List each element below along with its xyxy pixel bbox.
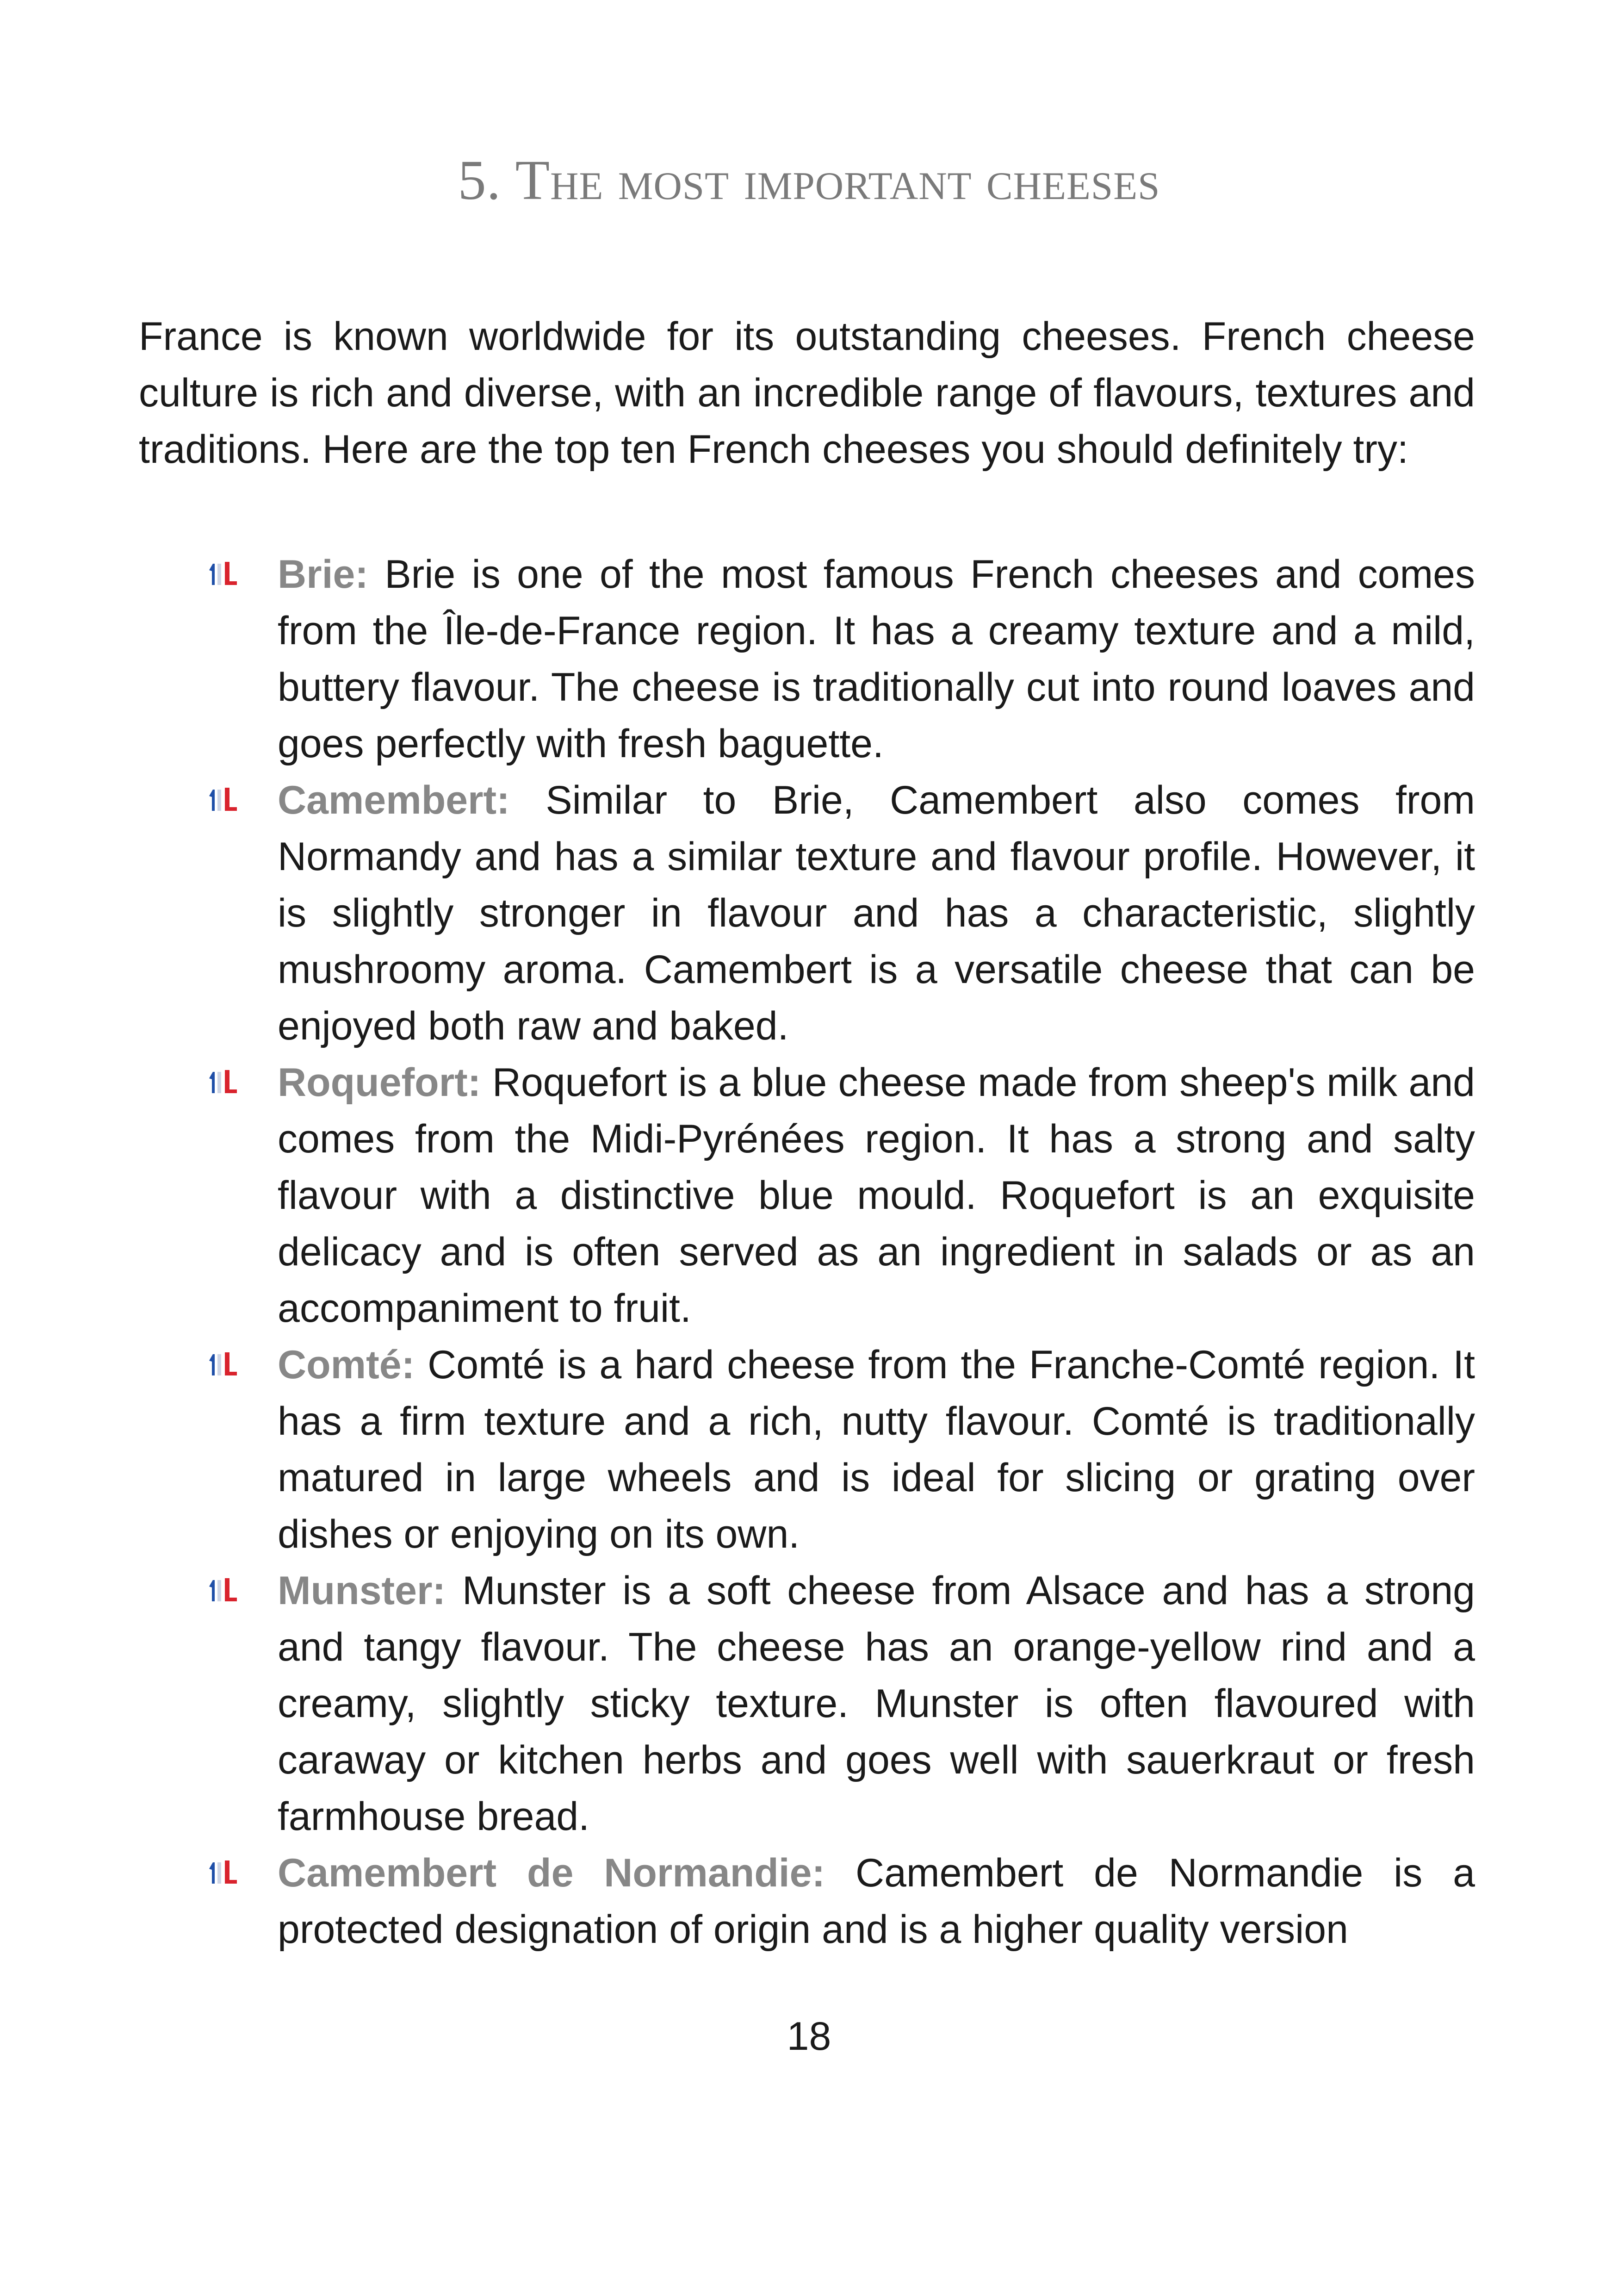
heading-text: he most important cheeses (550, 149, 1160, 212)
cheese-name: Camembert: (278, 778, 510, 822)
list-item-roquefort (139, 1054, 1475, 1337)
section-number: 5. (458, 149, 502, 212)
heading-first-letter: T (515, 149, 551, 212)
list-item-comte (139, 1337, 1475, 1562)
french-flag-bullet-icon (207, 560, 238, 587)
section-heading (139, 146, 1479, 216)
cheese-description: Camembert de Normandie is a protected designation of origin and is a higher quality version (278, 1851, 1475, 1952)
french-flag-bullet-icon (207, 1576, 238, 1603)
cheese-description: Munster is a soft cheese from Alsace and has a strong and tangy flavour. The cheese has an orange-yellow rind and a creamy, slightly sticky texture. Munster is often flavoured with caraway or kitchen herbs and goes well with sauerkraut or fresh farmhouse bread. (278, 1568, 1475, 1839)
cheese-name: Brie: (278, 552, 368, 597)
french-flag-bullet-icon (207, 1859, 238, 1885)
list-item-brie (139, 546, 1475, 772)
cheese-name: Roquefort: (278, 1060, 481, 1105)
cheese-description: Brie is one of the most famous French cheeses and comes from the Île-de-France region. It has a creamy texture and a mild, buttery flavour. The cheese is traditionally cut into round loaves and goes perfectly with fresh baguette. (278, 552, 1475, 766)
cheese-description: Comté is a hard cheese from the Franche-Comté region. It has a firm texture and a rich, nutty flavour. Comté is traditionally matured in large wheels and is ideal for slicing or grating over dishes or enjoying on its own. (278, 1343, 1475, 1556)
french-flag-bullet-icon (207, 1350, 238, 1377)
french-flag-bullet-icon (207, 786, 238, 813)
list-item-munster (139, 1562, 1475, 1845)
page-number: 18 (787, 2014, 831, 2059)
french-flag-bullet-icon (207, 1068, 238, 1095)
cheese-name: Munster: (278, 1568, 446, 1613)
cheese-description: Similar to Brie, Camembert also comes from Normandy and has a similar texture and flavour profile. However, it is slightly stronger in flavour and has a characteristic, slightly mushroomy aroma. Camembert is a versatile cheese that can be enjoyed both raw and baked. (278, 778, 1475, 1048)
cheese-list (139, 546, 1475, 1958)
cheese-name: Camembert de Normandie: (278, 1851, 825, 1895)
cheese-description: Roquefort is a blue cheese made from sheep's milk and comes from the Midi-Pyrénées region. It has a strong and salty flavour with a distinctive blue mould. Roquefort is an exquisite delicacy and is often served as an ingredient in salads or as an accompaniment to fruit. (278, 1060, 1475, 1331)
cheese-name: Comté: (278, 1343, 415, 1387)
list-item-camembert-de-normandie (139, 1845, 1475, 1958)
intro-paragraph: France is known worldwide for its outstanding cheeses. French cheese culture is rich and diverse, with an incredible range of flavours, textures and traditions. Here are the top ten French cheeses you should definitely try: (139, 314, 1475, 472)
list-item-camembert (139, 772, 1475, 1054)
